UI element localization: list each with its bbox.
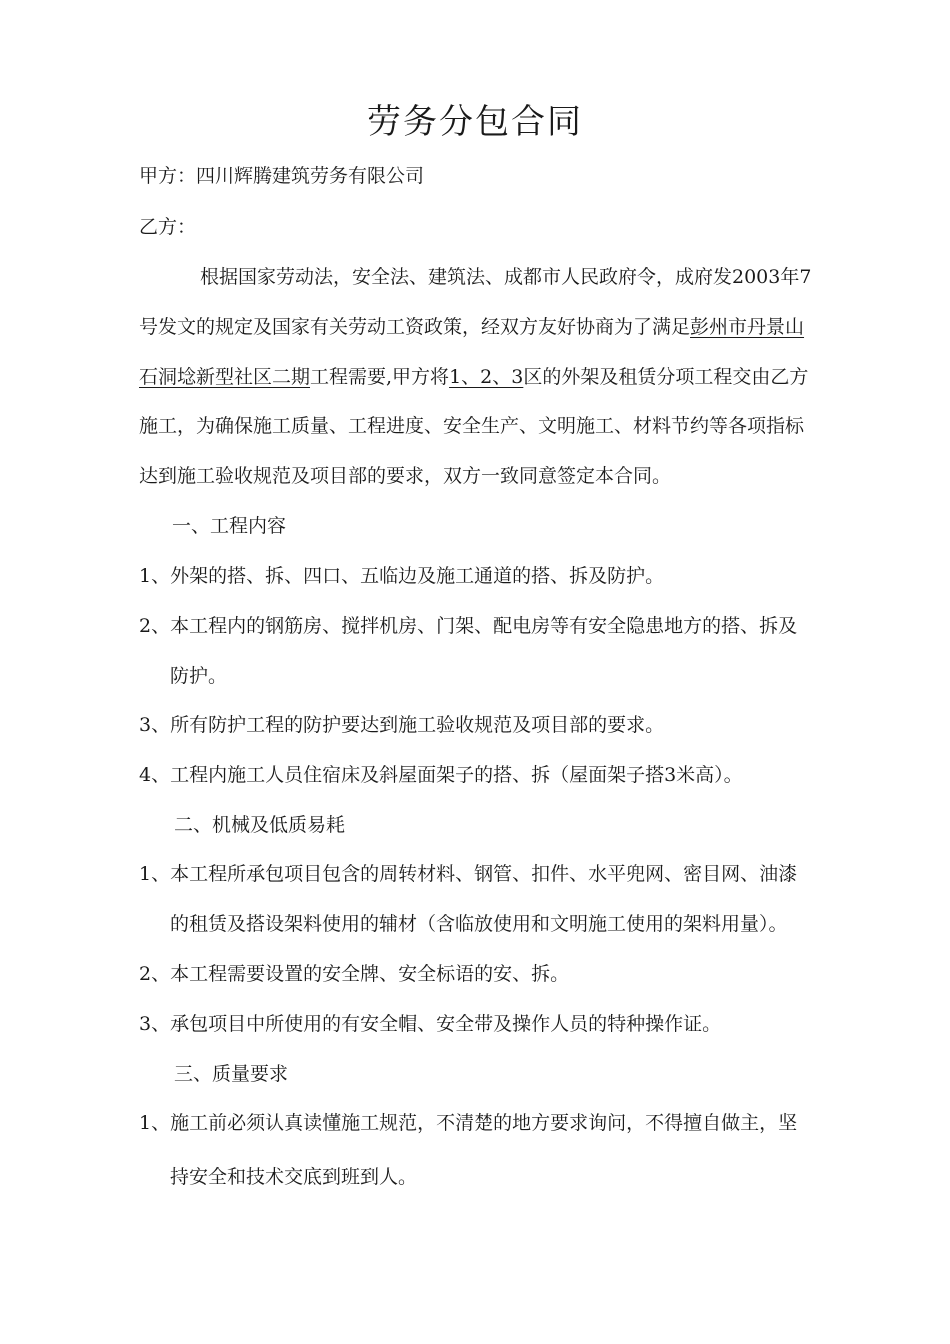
scope-item-4: 4、工程内施工人员住宿床及斜屋面架子的搭、拆（屋面架子搭3米高）。 (139, 764, 743, 786)
intro-text: 区的外架及租赁分项工程交由乙方 (523, 366, 809, 388)
project-name-part-1: 彭州市丹景山 (690, 316, 805, 338)
intro-text: 号发文的规定及国家有关劳动工资政策，经双方友好协商为了满足 (139, 316, 691, 338)
materials-item-3: 3、承包项目中所使用的有安全帽、安全带及操作人员的特种操作证。 (139, 1013, 722, 1035)
intro-text: 工程需要,甲方将 (310, 366, 450, 388)
scope-item-2: 2、本工程内的钢筋房、搅拌机房、门架、配电房等有安全隐患地方的搭、拆及 (139, 615, 798, 637)
party-b-line: 乙方： (139, 216, 197, 238)
materials-item-1-continued: 的租赁及搭设架料使用的辅材（含临放使用和文明施工使用的架料用量）。 (170, 913, 788, 935)
section-heading-materials: 二、机械及低质易耗 (174, 814, 346, 836)
intro-line-2 (139, 312, 804, 342)
document-title: 劳务分包合同 (367, 102, 583, 142)
materials-item-1: 1、本工程所承包项目包含的周转材料、钢管、扣件、水平兜网、密目网、油漆 (139, 863, 798, 885)
intro-line-4: 施工，为确保施工质量、工程进度、安全生产、文明施工、材料节约等各项指标 (139, 415, 805, 437)
materials-item-2: 2、本工程需要设置的安全牌、安全标语的安、拆。 (139, 963, 570, 985)
intro-line-1: 根据国家劳动法，安全法、建筑法、成都市人民政府令，成府发2003年7 (200, 266, 812, 288)
project-name-part-2: 石洞埝新型社区二期 (139, 366, 311, 388)
scope-item-3: 3、所有防护工程的防护要达到施工验收规范及项目部的要求。 (139, 714, 665, 736)
scope-item-2-continued: 防护。 (170, 665, 228, 687)
intro-line-5: 达到施工验收规范及项目部的要求，双方一致同意签定本合同。 (139, 465, 672, 487)
quality-item-1: 1、施工前必须认真读懂施工规范，不清楚的地方要求询问，不得擅自做主，坚 (139, 1112, 798, 1134)
section-heading-quality: 三、质量要求 (174, 1063, 289, 1085)
quality-item-1-continued: 持安全和技术交底到班到人。 (170, 1166, 418, 1188)
zone-numbers: 1、2、3 (449, 366, 524, 388)
section-heading-scope: 一、工程内容 (172, 515, 287, 537)
intro-line-3 (139, 362, 808, 392)
scope-item-1: 1、外架的搭、拆、四口、五临边及施工通道的搭、拆及防护。 (139, 565, 665, 587)
party-a-line: 甲方：四川辉腾建筑劳务有限公司 (139, 165, 425, 187)
